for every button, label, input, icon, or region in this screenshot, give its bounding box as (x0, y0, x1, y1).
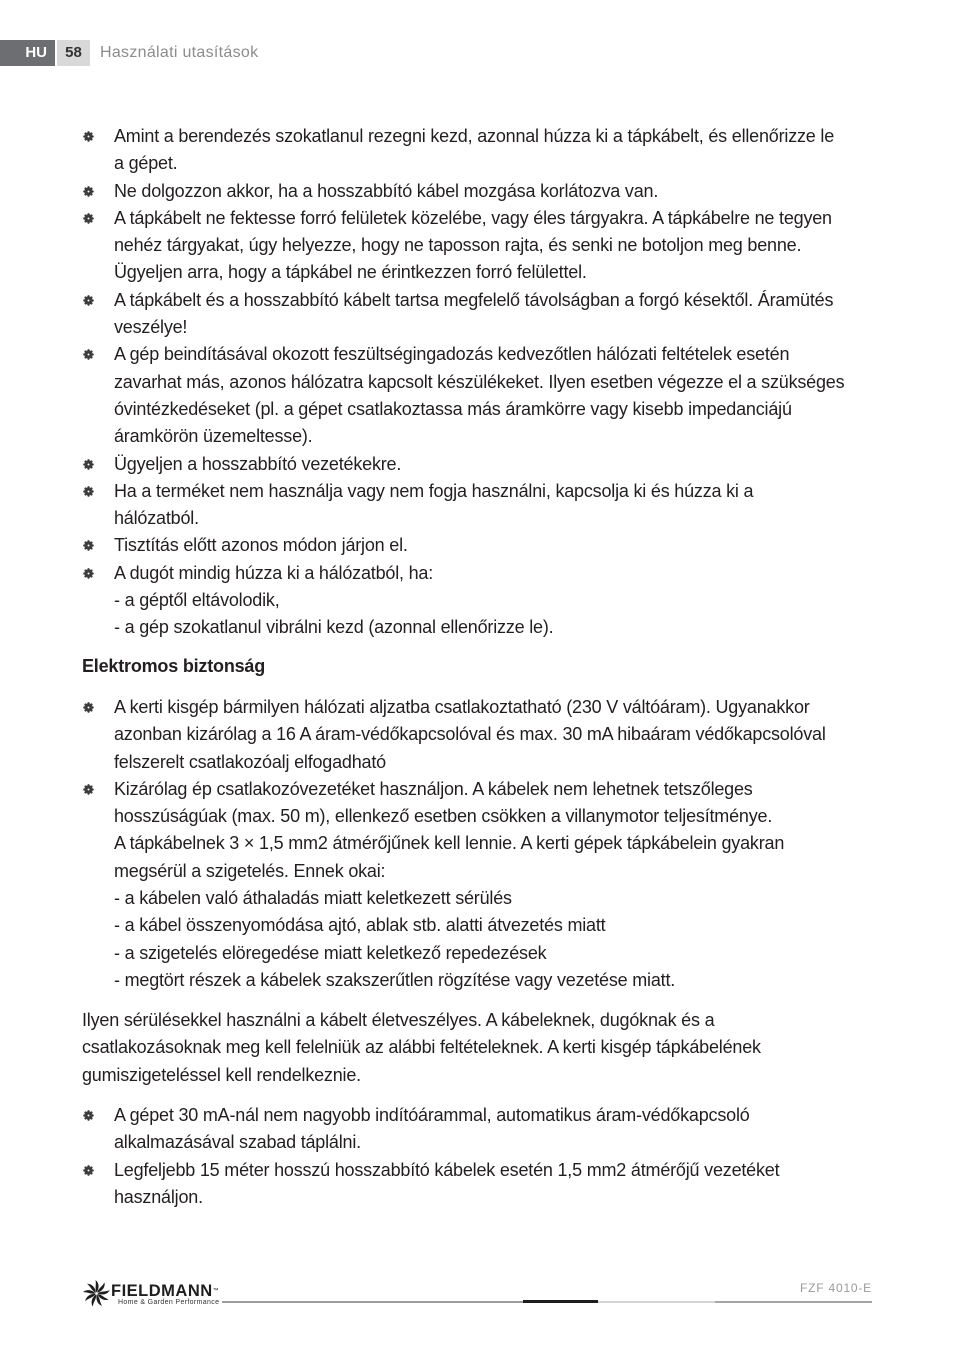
text-line: zavarhat más, azonos hálózatra kapcsolt készülékeket. Ilyen esetben végezze el a szükséges (114, 371, 845, 392)
list-item (82, 532, 902, 559)
text-line: felszerelt csatlakozóalj elfogadható (114, 751, 386, 772)
bullet-icon (83, 295, 94, 306)
bullet-icon (83, 186, 94, 197)
list-item (82, 341, 902, 450)
bullet-icon (83, 131, 94, 142)
sub-item: - a géptől eltávolodik, (114, 590, 280, 611)
fieldmann-fan-logo-icon (82, 1279, 111, 1308)
brand-logo-text (111, 1283, 219, 1299)
footer-rule (715, 1301, 872, 1303)
language-tab: HU (0, 40, 55, 66)
text-line: A tápkábelt ne fektesse forró felületek közelébe, vagy éles tárgyakra. A tápkábelre ne tegyen (114, 207, 832, 228)
text-line: A gép beindításával okozott feszültségingadozás kedvezőtlen hálózati feltételek esetén (114, 344, 790, 365)
text-line: Legfeljebb 15 méter hosszú hosszabbító kábelek esetén 1,5 mm2 átmérőjű vezetéket (114, 1159, 780, 1180)
text-line: Amint a berendezés szokatlanul rezegni kezd, azonnal húzza ki a tápkábelt, és ellenőrizze le (114, 126, 835, 146)
power-supply-list (82, 1102, 902, 1211)
footer-rule (598, 1301, 715, 1303)
bullet-icon (83, 349, 94, 360)
text-line: Kizárólag ép csatlakozóvezetéket használjon. A kábelek nem lehetnek tetszőleges (114, 778, 753, 799)
text-line: A gépet 30 mA-nál nem nagyobb indítóárammal, automatikus áram-védőkapcsoló (114, 1105, 750, 1125)
text-line: hosszúságúak (max. 50 m), ellenkező esetben csökken a villanymotor teljesítménye. (114, 806, 773, 827)
section-title: Használati utasítások (100, 44, 259, 61)
text-line: használjon. (114, 1186, 203, 1207)
sub-item: - a kábel összenyomódása ajtó, ablak stb. alatti átvezetés miatt (114, 915, 606, 936)
list-item (82, 1157, 902, 1212)
text-line: Ügyeljen a hosszabbító vezetékekre. (114, 453, 402, 474)
text-line: A dugót mindig húzza ki a hálózatból, ha: (114, 562, 434, 583)
list-item (82, 287, 902, 342)
trademark-symbol: ™ (212, 1288, 219, 1294)
list-item (82, 123, 902, 178)
text-line: hálózatból. (114, 508, 199, 529)
text-line: csatlakozásoknak meg kell felelniük az alábbi feltételeknek. A kerti kisgép tápkábelének (82, 1037, 761, 1058)
general-safety-list (82, 123, 902, 642)
bullet-icon (83, 213, 94, 224)
sub-item: - a szigetelés elöregedése miatt keletkező repedezések (114, 942, 547, 963)
page-number: 58 (57, 40, 90, 66)
text-line: Ügyeljen arra, hogy a tápkábel ne érintkezzen forró felülettel. (114, 262, 587, 283)
bullet-icon (83, 459, 94, 470)
list-item (82, 478, 902, 533)
model-number: FZF 4010-E (799, 1281, 872, 1295)
list-item (82, 178, 902, 205)
sub-item: - a gép szokatlanul vibrálni kezd (azonnal ellenőrizze le). (114, 617, 554, 638)
sub-item: - megtört részek a kábelek szakszerűtlen rögzítése vagy vezetése miatt. (114, 969, 676, 990)
bullet-icon (83, 486, 94, 497)
list-item (82, 694, 902, 776)
bullet-icon (83, 702, 94, 713)
text-line: nehéz tárgyakat, úgy helyezze, hogy ne taposson rajta, és senki ne botoljon meg benne. (114, 235, 802, 256)
text-line: megsérül a szigetelés. Ennek okai: (114, 860, 386, 881)
list-item (82, 560, 902, 642)
text-line: veszélye! (114, 317, 188, 338)
bullet-icon (83, 784, 94, 795)
sub-item: - a kábelen való áthaladás miatt keletkezett sérülés (114, 888, 512, 909)
text-line: áramkörön üzemeltesse). (114, 426, 313, 447)
list-item (82, 1102, 902, 1157)
text-line: azonban kizárólag a 16 A áram-védőkapcsolóval és max. 30 mA hibaáram védőkapcsolóval (114, 724, 826, 745)
text-line: óvintézkedéseket (pl. a gépet csatlakoztassa más áramkörre vagy kisebb impedanciájú (114, 398, 792, 419)
bullet-icon (83, 1110, 94, 1121)
text-line: Ilyen sérülésekkel használni a kábelt életveszélyes. A kábeleknek, dugóknak és a (82, 1010, 715, 1030)
cable-damage-paragraph (82, 1007, 902, 1089)
bullet-icon (83, 1165, 94, 1176)
text-line: Ha a terméket nem használja vagy nem fogja használni, kapcsolja ki és húzza ki a (114, 480, 754, 501)
list-item (82, 451, 902, 478)
bullet-icon (83, 540, 94, 551)
text-line: Tisztítás előtt azonos módon járjon el. (114, 535, 408, 556)
footer-rule-accent (523, 1300, 598, 1303)
text-line: gumiszigeteléssel kell rendelkeznie. (82, 1064, 361, 1085)
heading-text: Elektromos biztonság (82, 656, 266, 676)
bullet-icon (83, 568, 94, 579)
list-item (82, 205, 902, 287)
brand-name: FIELDMANN (111, 1282, 213, 1300)
text-line: A tápkábelt és a hosszabbító kábelt tartsa megfelelő távolságban a forgó késektől. Áramütés (114, 289, 834, 310)
footer-rule (222, 1301, 523, 1303)
electrical-safety-list (82, 694, 902, 994)
section-heading (82, 653, 902, 680)
text-line: alkalmazásával szabad táplálni. (114, 1132, 361, 1153)
brand-tagline: Home & Garden Performance (118, 1299, 220, 1306)
text-line: A tápkábelnek 3 × 1,5 mm2 átmérőjűnek kell lennie. A kerti gépek tápkábelein gyakran (114, 833, 785, 854)
text-line: Ne dolgozzon akkor, ha a hosszabbító kábel mozgása korlátozva van. (114, 180, 659, 201)
text-line: a gépet. (114, 153, 178, 174)
list-item (82, 776, 902, 994)
text-line: A kerti kisgép bármilyen hálózati aljzatba csatlakoztatható (230 V váltóáram). Ugyanakkor (114, 697, 810, 717)
